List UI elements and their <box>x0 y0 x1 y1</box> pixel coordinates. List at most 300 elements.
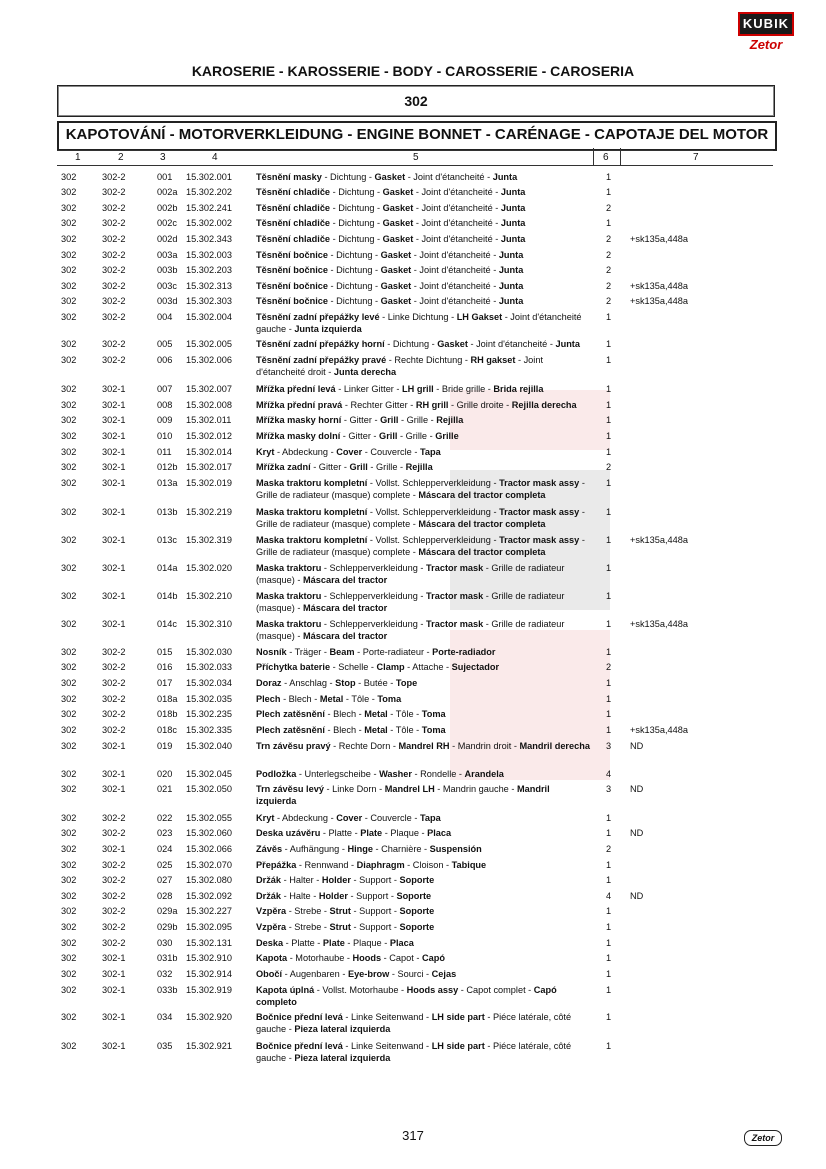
subgroup-cell: 302-2 <box>102 281 126 291</box>
part-number-cell: 15.302.003 <box>186 250 232 260</box>
subgroup-cell: 302-2 <box>102 678 126 688</box>
description-cell: Maska traktoru kompletní - Vollst. Schlepperverkleidung - Tractor mask assy - Grille de radiateur (masque) complete - Máscara del tractor completa <box>256 478 585 500</box>
subgroup-cell: 302-1 <box>102 431 126 441</box>
part-number-cell: 15.302.060 <box>186 828 232 838</box>
position-cell: 013b <box>157 507 178 517</box>
group-cell: 302 <box>61 355 77 365</box>
part-number-cell: 15.302.035 <box>186 694 232 704</box>
description-cell: Těsnění chladiče - Dichtung - Gasket - Joint d'étancheité - Junta <box>256 187 526 197</box>
part-number-cell: 15.302.014 <box>186 447 232 457</box>
subgroup-cell: 302-2 <box>102 647 126 657</box>
quantity-cell: 1 <box>606 709 612 719</box>
quantity-cell: 1 <box>606 563 612 573</box>
quantity-cell: 2 <box>606 662 612 672</box>
subgroup-cell: 302-2 <box>102 312 126 322</box>
group-cell: 302 <box>61 187 77 197</box>
subgroup-cell: 302-2 <box>102 218 126 228</box>
quantity-cell: 1 <box>606 218 612 228</box>
description-cell: Kapota - Motorhaube - Hoods - Capot - Capó <box>256 953 445 963</box>
description-cell: Doraz - Anschlag - Stop - Butée - Tope <box>256 678 418 688</box>
quantity-cell: 1 <box>606 938 612 948</box>
group-cell: 302 <box>61 447 77 457</box>
subgroup-cell: 302-2 <box>102 938 126 948</box>
quantity-cell: 1 <box>606 828 612 838</box>
col-header-2: 2 <box>118 152 124 163</box>
quantity-cell: 2 <box>606 844 612 854</box>
position-cell: 032 <box>157 969 173 979</box>
subgroup-cell: 302-2 <box>102 250 126 260</box>
note-cell: +sk135a,448a <box>630 296 688 306</box>
note-cell: +sk135a,448a <box>630 281 688 291</box>
group-cell: 302 <box>61 860 77 870</box>
quantity-cell: 3 <box>606 741 612 751</box>
group-cell: 302 <box>61 250 77 260</box>
description-cell: Kryt - Abdeckung - Cover - Couvercle - Tapa <box>256 447 441 457</box>
position-cell: 003c <box>157 281 177 291</box>
position-cell: 020 <box>157 769 173 779</box>
subgroup-cell: 302-2 <box>102 187 126 197</box>
subgroup-cell: 302-1 <box>102 447 126 457</box>
header-divider <box>620 148 621 166</box>
quantity-cell: 2 <box>606 203 612 213</box>
subgroup-cell: 302-2 <box>102 662 126 672</box>
col-header-7: 7 <box>693 152 699 163</box>
part-number-cell: 15.302.241 <box>186 203 232 213</box>
group-cell: 302 <box>61 891 77 901</box>
subgroup-cell: 302-1 <box>102 462 126 472</box>
group-cell: 302 <box>61 296 77 306</box>
quantity-cell: 1 <box>606 312 612 322</box>
position-cell: 035 <box>157 1041 173 1051</box>
position-cell: 034 <box>157 1012 173 1022</box>
part-number-cell: 15.302.005 <box>186 339 232 349</box>
group-cell: 302 <box>61 218 77 228</box>
position-cell: 031b <box>157 953 178 963</box>
part-number-cell: 15.302.313 <box>186 281 232 291</box>
subgroup-cell: 302-1 <box>102 478 126 488</box>
note-cell: +sk135a,448a <box>630 725 688 735</box>
subgroup-cell: 302-1 <box>102 1041 126 1051</box>
group-cell: 302 <box>61 234 77 244</box>
group-cell: 302 <box>61 400 77 410</box>
description-cell: Mřížka masky dolní - Gitter - Grill - Grille - Grille <box>256 431 459 441</box>
position-cell: 024 <box>157 844 173 854</box>
description-cell: Trn závěsu pravý - Rechte Dorn - Mandrel RH - Mandrin droit - Mandril derecha <box>256 741 590 751</box>
description-cell: Těsnění chladiče - Dichtung - Gasket - Joint d'étancheité - Junta <box>256 234 526 244</box>
part-number-cell: 15.302.203 <box>186 265 232 275</box>
description-cell: Plech zatěsnění - Blech - Metal - Tôle - Toma <box>256 709 446 719</box>
subgroup-cell: 302-1 <box>102 563 126 573</box>
quantity-cell: 1 <box>606 1012 612 1022</box>
description-cell: Těsnění bočnice - Dichtung - Gasket - Joint d'étancheité - Junta <box>256 281 524 291</box>
zetor-footer-logo: Zetor <box>744 1130 782 1146</box>
description-cell: Maska traktoru - Schlepperverkleidung - Tractor mask - Grille de radiateur (masque) - Máscara del tractor <box>256 563 565 585</box>
part-number-cell: 15.302.001 <box>186 172 232 182</box>
position-cell: 029b <box>157 922 178 932</box>
part-number-cell: 15.302.914 <box>186 969 232 979</box>
subgroup-cell: 302-1 <box>102 507 126 517</box>
subgroup-cell: 302-1 <box>102 384 126 394</box>
quantity-cell: 1 <box>606 678 612 688</box>
part-number-cell: 15.302.030 <box>186 647 232 657</box>
description-cell: Těsnění zadní přepážky horní - Dichtung - Gasket - Joint d'étancheité - Junta <box>256 339 580 349</box>
part-number-cell: 15.302.012 <box>186 431 232 441</box>
col-header-6: 6 <box>603 152 609 163</box>
quantity-cell: 1 <box>606 507 612 517</box>
description-cell: Držák - Halte - Holder - Support - Soporte <box>256 891 432 901</box>
quantity-cell: 2 <box>606 265 612 275</box>
description-cell: Těsnění bočnice - Dichtung - Gasket - Joint d'étancheité - Junta <box>256 265 524 275</box>
note-cell: +sk135a,448a <box>630 535 688 545</box>
logo-bottom-text: Zetor <box>749 37 783 52</box>
position-cell: 002d <box>157 234 178 244</box>
subgroup-cell: 302-2 <box>102 339 126 349</box>
description-cell: Kryt - Abdeckung - Cover - Couvercle - Tapa <box>256 813 441 823</box>
position-cell: 008 <box>157 400 173 410</box>
group-cell: 302 <box>61 431 77 441</box>
description-cell: Vzpěra - Strebe - Strut - Support - Soporte <box>256 906 435 916</box>
group-cell: 302 <box>61 985 77 995</box>
description-cell: Trn závěsu levý - Linke Dorn - Mandrel LH - Mandrin gauche - Mandril izquierda <box>256 784 550 806</box>
group-cell: 302 <box>61 741 77 751</box>
quantity-cell: 1 <box>606 339 612 349</box>
quantity-cell: 1 <box>606 431 612 441</box>
description-cell: Maska traktoru kompletní - Vollst. Schlepperverkleidung - Tractor mask assy - Grille de radiateur (masque) complete - Máscara del tractor completa <box>256 507 585 529</box>
description-cell: Plech zatěsnění - Blech - Metal - Tôle - Toma <box>256 725 446 735</box>
position-cell: 018b <box>157 709 178 719</box>
quantity-cell: 1 <box>606 985 612 995</box>
position-cell: 018a <box>157 694 178 704</box>
part-number-cell: 15.302.092 <box>186 891 232 901</box>
subgroup-cell: 302-2 <box>102 891 126 901</box>
part-number-cell: 15.302.921 <box>186 1041 232 1051</box>
subgroup-cell: 302-1 <box>102 591 126 601</box>
description-cell: Bočnice přední levá - Linke Seitenwand - LH side part - Piéce latérale, côté gauche - Pieza lateral izquierda <box>256 1012 572 1034</box>
group-cell: 302 <box>61 938 77 948</box>
group-cell: 302 <box>61 1041 77 1051</box>
position-cell: 004 <box>157 312 173 322</box>
note-cell: +sk135a,448a <box>630 234 688 244</box>
quantity-cell: 1 <box>606 384 612 394</box>
position-cell: 003a <box>157 250 178 260</box>
part-number-cell: 15.302.002 <box>186 218 232 228</box>
group-cell: 302 <box>61 339 77 349</box>
section-number: 302 <box>404 93 428 109</box>
group-cell: 302 <box>61 478 77 488</box>
description-cell: Mřížka přední pravá - Rechter Gitter - RH grill - Grille droite - Rejilla derecha <box>256 400 577 410</box>
part-number-cell: 15.302.919 <box>186 985 232 995</box>
subgroup-cell: 302-1 <box>102 769 126 779</box>
description-cell: Držák - Halter - Holder - Support - Soporte <box>256 875 435 885</box>
subgroup-cell: 302-2 <box>102 906 126 916</box>
description-cell: Příchytka baterie - Schelle - Clamp - Attache - Sujectador <box>256 662 500 672</box>
kubik-zetor-logo <box>738 12 794 54</box>
quantity-cell: 1 <box>606 922 612 932</box>
position-cell: 014c <box>157 619 177 629</box>
part-number-cell: 15.302.045 <box>186 769 232 779</box>
group-cell: 302 <box>61 828 77 838</box>
position-cell: 013c <box>157 535 177 545</box>
quantity-cell: 1 <box>606 172 612 182</box>
group-cell: 302 <box>61 694 77 704</box>
quantity-cell: 1 <box>606 953 612 963</box>
group-cell: 302 <box>61 813 77 823</box>
description-cell: Nosník - Träger - Beam - Porte-radiateur - Porte-radiador <box>256 647 496 657</box>
position-cell: 006 <box>157 355 173 365</box>
part-number-cell: 15.302.210 <box>186 591 232 601</box>
col-header-5: 5 <box>413 152 419 163</box>
col-header-3: 3 <box>160 152 166 163</box>
quantity-cell: 1 <box>606 906 612 916</box>
part-number-cell: 15.302.303 <box>186 296 232 306</box>
subgroup-cell: 302-2 <box>102 694 126 704</box>
part-number-cell: 15.302.050 <box>186 784 232 794</box>
subgroup-cell: 302-1 <box>102 619 126 629</box>
description-cell: Mřížka přední levá - Linker Gitter - LH grill - Bride grille - Brida rejilla <box>256 384 544 394</box>
part-number-cell: 15.302.080 <box>186 875 232 885</box>
part-number-cell: 15.302.131 <box>186 938 232 948</box>
group-cell: 302 <box>61 969 77 979</box>
description-cell: Mřížka masky horní - Gitter - Grill - Grille - Rejilla <box>256 415 464 425</box>
group-cell: 302 <box>61 844 77 854</box>
group-cell: 302 <box>61 281 77 291</box>
part-number-cell: 15.302.033 <box>186 662 232 672</box>
group-cell: 302 <box>61 384 77 394</box>
position-cell: 002b <box>157 203 178 213</box>
subgroup-cell: 302-2 <box>102 709 126 719</box>
group-cell: 302 <box>61 591 77 601</box>
col-header-4: 4 <box>212 152 218 163</box>
part-number-cell: 15.302.017 <box>186 462 232 472</box>
description-cell: Těsnění zadní přepážky levé - Linke Dichtung - LH Gakset - Joint d'étancheité gauche - Junta izquierda <box>256 312 582 334</box>
group-cell: 302 <box>61 784 77 794</box>
quantity-cell: 1 <box>606 725 612 735</box>
part-number-cell: 15.302.007 <box>186 384 232 394</box>
quantity-cell: 1 <box>606 535 612 545</box>
description-cell: Přepážka - Rennwand - Diaphragm - Cloison - Tabique <box>256 860 487 870</box>
note-cell: +sk135a,448a <box>630 619 688 629</box>
page-title: KAROSERIE - KAROSSERIE - BODY - CAROSSERIE - CAROSERIA <box>191 63 635 79</box>
group-cell: 302 <box>61 563 77 573</box>
group-cell: 302 <box>61 662 77 672</box>
position-cell: 012b <box>157 462 178 472</box>
group-cell: 302 <box>61 922 77 932</box>
subgroup-cell: 302-1 <box>102 953 126 963</box>
description-cell: Maska traktoru - Schlepperverkleidung - Tractor mask - Grille de radiateur (masque) - Máscara del tractor <box>256 619 565 641</box>
subsection-box <box>57 121 777 151</box>
position-cell: 025 <box>157 860 173 870</box>
part-number-cell: 15.302.202 <box>186 187 232 197</box>
description-cell: Těsnění zadní přepážky pravé - Rechte Dichtung - RH gakset - Joint d'étancheité droit - Junta derecha <box>256 355 543 377</box>
description-cell: Deska - Platte - Plate - Plaque - Placa <box>256 938 414 948</box>
part-number-cell: 15.302.310 <box>186 619 232 629</box>
logo-top-text: KUBIK <box>738 12 794 36</box>
position-cell: 010 <box>157 431 173 441</box>
subgroup-cell: 302-2 <box>102 234 126 244</box>
subgroup-cell: 302-1 <box>102 784 126 794</box>
quantity-cell: 2 <box>606 296 612 306</box>
subgroup-cell: 302-1 <box>102 535 126 545</box>
quantity-cell: 1 <box>606 400 612 410</box>
part-number-cell: 15.302.034 <box>186 678 232 688</box>
position-cell: 029a <box>157 906 178 916</box>
description-cell: Kapota úplná - Vollst. Motorhaube - Hoods assy - Capot complet - Capó completo <box>256 985 557 1007</box>
group-cell: 302 <box>61 875 77 885</box>
quantity-cell: 1 <box>606 187 612 197</box>
group-cell: 302 <box>61 312 77 322</box>
description-cell: Vzpěra - Strebe - Strut - Support - Soporte <box>256 922 435 932</box>
quantity-cell: 1 <box>606 447 612 457</box>
quantity-cell: 3 <box>606 784 612 794</box>
group-cell: 302 <box>61 647 77 657</box>
watermark-logo <box>440 380 620 800</box>
group-cell: 302 <box>61 415 77 425</box>
note-cell: ND <box>630 828 644 838</box>
quantity-cell: 1 <box>606 860 612 870</box>
col-header-1: 1 <box>75 152 81 163</box>
part-number-cell: 15.302.319 <box>186 535 232 545</box>
page-number: 317 <box>402 1128 424 1143</box>
group-cell: 302 <box>61 203 77 213</box>
description-cell: Bočnice přední levá - Linke Seitenwand - LH side part - Piéce latérale, côté gauche - Pieza lateral izquierda <box>256 1041 572 1063</box>
subgroup-cell: 302-1 <box>102 400 126 410</box>
part-number-cell: 15.302.055 <box>186 813 232 823</box>
group-cell: 302 <box>61 507 77 517</box>
subgroup-cell: 302-1 <box>102 985 126 995</box>
description-cell: Těsnění masky - Dichtung - Gasket - Joint d'étancheité - Junta <box>256 172 518 182</box>
position-cell: 018c <box>157 725 177 735</box>
group-cell: 302 <box>61 535 77 545</box>
description-cell: Maska traktoru - Schlepperverkleidung - Tractor mask - Grille de radiateur (masque) - Máscara del tractor <box>256 591 565 613</box>
description-cell: Deska uzávěru - Platte - Plate - Plaque - Placa <box>256 828 452 838</box>
note-cell: ND <box>630 784 644 794</box>
description-cell: Obočí - Augenbaren - Eye-brow - Sourci - Cejas <box>256 969 457 979</box>
quantity-cell: 1 <box>606 355 612 365</box>
description-cell: Maska traktoru kompletní - Vollst. Schlepperverkleidung - Tractor mask assy - Grille de radiateur (masque) complete - Máscara del tractor completa <box>256 535 585 557</box>
quantity-cell: 4 <box>606 891 612 901</box>
part-number-cell: 15.302.343 <box>186 234 232 244</box>
description-cell: Těsnění bočnice - Dichtung - Gasket - Joint d'étancheité - Junta <box>256 250 524 260</box>
quantity-cell: 1 <box>606 647 612 657</box>
subgroup-cell: 302-1 <box>102 1012 126 1022</box>
description-cell: Těsnění chladiče - Dichtung - Gasket - Joint d'étancheité - Junta <box>256 218 526 228</box>
subgroup-cell: 302-2 <box>102 296 126 306</box>
part-number-cell: 15.302.910 <box>186 953 232 963</box>
table-header <box>57 150 773 166</box>
description-cell: Těsnění bočnice - Dichtung - Gasket - Joint d'étancheité - Junta <box>256 296 524 306</box>
position-cell: 014b <box>157 591 178 601</box>
description-cell: Plech - Blech - Metal - Tôle - Toma <box>256 694 402 704</box>
quantity-cell: 1 <box>606 415 612 425</box>
subgroup-cell: 302-2 <box>102 203 126 213</box>
subgroup-cell: 302-2 <box>102 813 126 823</box>
position-cell: 022 <box>157 813 173 823</box>
group-cell: 302 <box>61 1012 77 1022</box>
note-cell: ND <box>630 741 644 751</box>
part-number-cell: 15.302.006 <box>186 355 232 365</box>
position-cell: 027 <box>157 875 173 885</box>
group-cell: 302 <box>61 619 77 629</box>
quantity-cell: 4 <box>606 769 612 779</box>
part-number-cell: 15.302.219 <box>186 507 232 517</box>
part-number-cell: 15.302.070 <box>186 860 232 870</box>
position-cell: 015 <box>157 647 173 657</box>
position-cell: 028 <box>157 891 173 901</box>
position-cell: 033b <box>157 985 178 995</box>
group-cell: 302 <box>61 725 77 735</box>
description-cell: Podložka - Unterlegscheibe - Washer - Rondelle - Arandela <box>256 769 504 779</box>
position-cell: 013a <box>157 478 178 488</box>
quantity-cell: 2 <box>606 250 612 260</box>
part-number-cell: 15.302.066 <box>186 844 232 854</box>
part-number-cell: 15.302.008 <box>186 400 232 410</box>
subgroup-cell: 302-2 <box>102 265 126 275</box>
part-number-cell: 15.302.040 <box>186 741 232 751</box>
position-cell: 003d <box>157 296 178 306</box>
position-cell: 002c <box>157 218 177 228</box>
part-number-cell: 15.302.019 <box>186 478 232 488</box>
part-number-cell: 15.302.020 <box>186 563 232 573</box>
quantity-cell: 1 <box>606 478 612 488</box>
subgroup-cell: 302-2 <box>102 860 126 870</box>
position-cell: 017 <box>157 678 173 688</box>
description-cell: Mřížka zadní - Gitter - Grill - Grille - Rejilla <box>256 462 433 472</box>
description-cell: Těsnění chladiče - Dichtung - Gasket - Joint d'étancheité - Junta <box>256 203 526 213</box>
part-number-cell: 15.302.011 <box>186 415 232 425</box>
header-divider <box>593 148 594 166</box>
subgroup-cell: 302-1 <box>102 741 126 751</box>
quantity-cell: 1 <box>606 875 612 885</box>
quantity-cell: 2 <box>606 462 612 472</box>
position-cell: 009 <box>157 415 173 425</box>
position-cell: 003b <box>157 265 178 275</box>
position-cell: 002a <box>157 187 178 197</box>
group-cell: 302 <box>61 906 77 916</box>
group-cell: 302 <box>61 769 77 779</box>
quantity-cell: 2 <box>606 281 612 291</box>
position-cell: 016 <box>157 662 173 672</box>
section-box <box>57 85 775 117</box>
quantity-cell: 1 <box>606 1041 612 1051</box>
quantity-cell: 1 <box>606 969 612 979</box>
part-number-cell: 15.302.004 <box>186 312 232 322</box>
subgroup-cell: 302-1 <box>102 415 126 425</box>
position-cell: 011 <box>157 447 172 457</box>
group-cell: 302 <box>61 678 77 688</box>
subgroup-cell: 302-2 <box>102 922 126 932</box>
group-cell: 302 <box>61 265 77 275</box>
subgroup-cell: 302-1 <box>102 844 126 854</box>
subgroup-cell: 302-2 <box>102 355 126 365</box>
quantity-cell: 2 <box>606 234 612 244</box>
quantity-cell: 1 <box>606 619 612 629</box>
description-cell: Závěs - Aufhängung - Hinge - Charnière - Suspensión <box>256 844 482 854</box>
subgroup-cell: 302-2 <box>102 875 126 885</box>
group-cell: 302 <box>61 462 77 472</box>
part-number-cell: 15.302.335 <box>186 725 232 735</box>
part-number-cell: 15.302.235 <box>186 709 232 719</box>
part-number-cell: 15.302.920 <box>186 1012 232 1022</box>
position-cell: 030 <box>157 938 173 948</box>
note-cell: ND <box>630 891 644 901</box>
group-cell: 302 <box>61 953 77 963</box>
position-cell: 001 <box>157 172 173 182</box>
position-cell: 023 <box>157 828 173 838</box>
part-number-cell: 15.302.095 <box>186 922 232 932</box>
position-cell: 005 <box>157 339 173 349</box>
quantity-cell: 1 <box>606 813 612 823</box>
quantity-cell: 1 <box>606 591 612 601</box>
